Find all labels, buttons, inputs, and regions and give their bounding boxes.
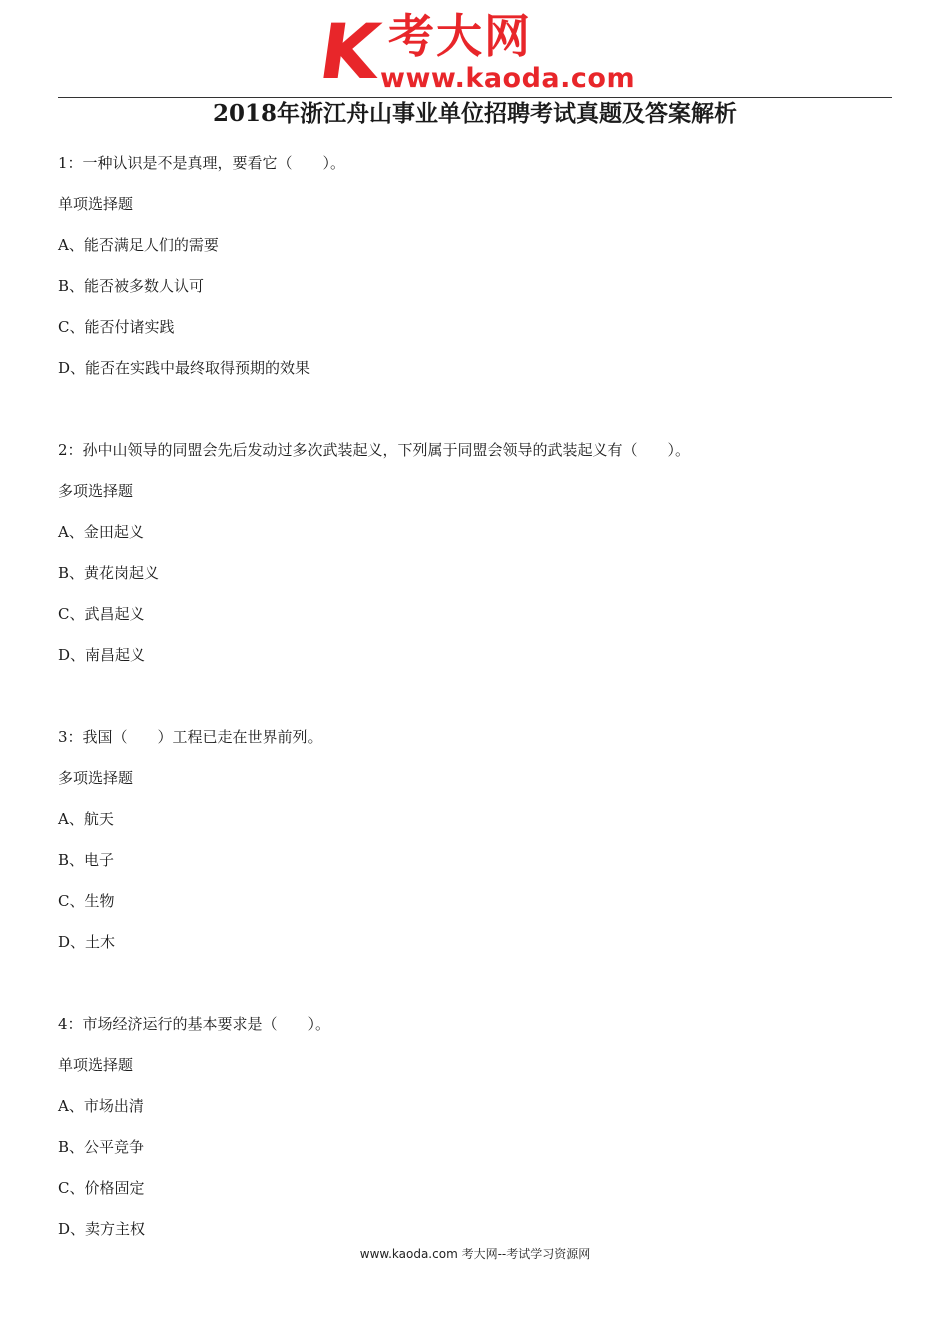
option-item: A、市场出清 [58, 1097, 144, 1115]
spacer [58, 394, 898, 435]
option-item: B、能否被多数人认可 [58, 277, 205, 295]
logo-url: www.kaoda.com [380, 63, 636, 94]
option-item: C、价格固定 [58, 1179, 145, 1197]
question-type: 单项选择题 [58, 195, 134, 213]
option-item: D、南昌起义 [58, 646, 146, 664]
option-item: C、武昌起义 [58, 605, 145, 623]
page-title: 2018年浙江舟山事业单位招聘考试真题及答案解析 [212, 100, 737, 127]
option-item: A、航天 [58, 810, 114, 828]
site-logo [313, 7, 646, 96]
question-stem: 4：市场经济运行的基本要求是（ ）。 [58, 1015, 331, 1033]
logo-k-mark: K [313, 7, 386, 96]
spacer [58, 681, 898, 722]
option-item: D、土木 [58, 933, 116, 951]
option-item: B、电子 [58, 851, 115, 869]
question-type: 单项选择题 [58, 1056, 134, 1074]
option-item: D、能否在实践中最终取得预期的效果 [58, 359, 311, 377]
question-list [58, 148, 898, 1255]
page-footer: www.kaoda.com 考大网--考试学习资源网 [359, 1247, 591, 1261]
option-item: A、能否满足人们的需要 [58, 236, 219, 254]
option-item: D、卖方主权 [58, 1220, 146, 1238]
question-type: 多项选择题 [58, 769, 134, 787]
option-item: B、公平竞争 [58, 1138, 145, 1156]
question-stem: 1：一种认识是不是真理，要看它（ ）。 [58, 154, 346, 172]
option-item: C、生物 [58, 892, 115, 910]
option-item: B、黄花岗起义 [58, 564, 160, 582]
logo-text: 考大网 [388, 9, 532, 63]
option-item: C、能否付诸实践 [58, 318, 175, 336]
question-stem: 2：孙中山领导的同盟会先后发动过多次武装起义，下列属于同盟会领导的武装起义有（ ）。 [58, 441, 691, 459]
question-stem: 3：我国（ ）工程已走在世界前列。 [58, 728, 323, 746]
option-item: A、金田起义 [58, 523, 144, 541]
spacer [58, 968, 898, 1009]
question-type: 多项选择题 [58, 482, 134, 500]
